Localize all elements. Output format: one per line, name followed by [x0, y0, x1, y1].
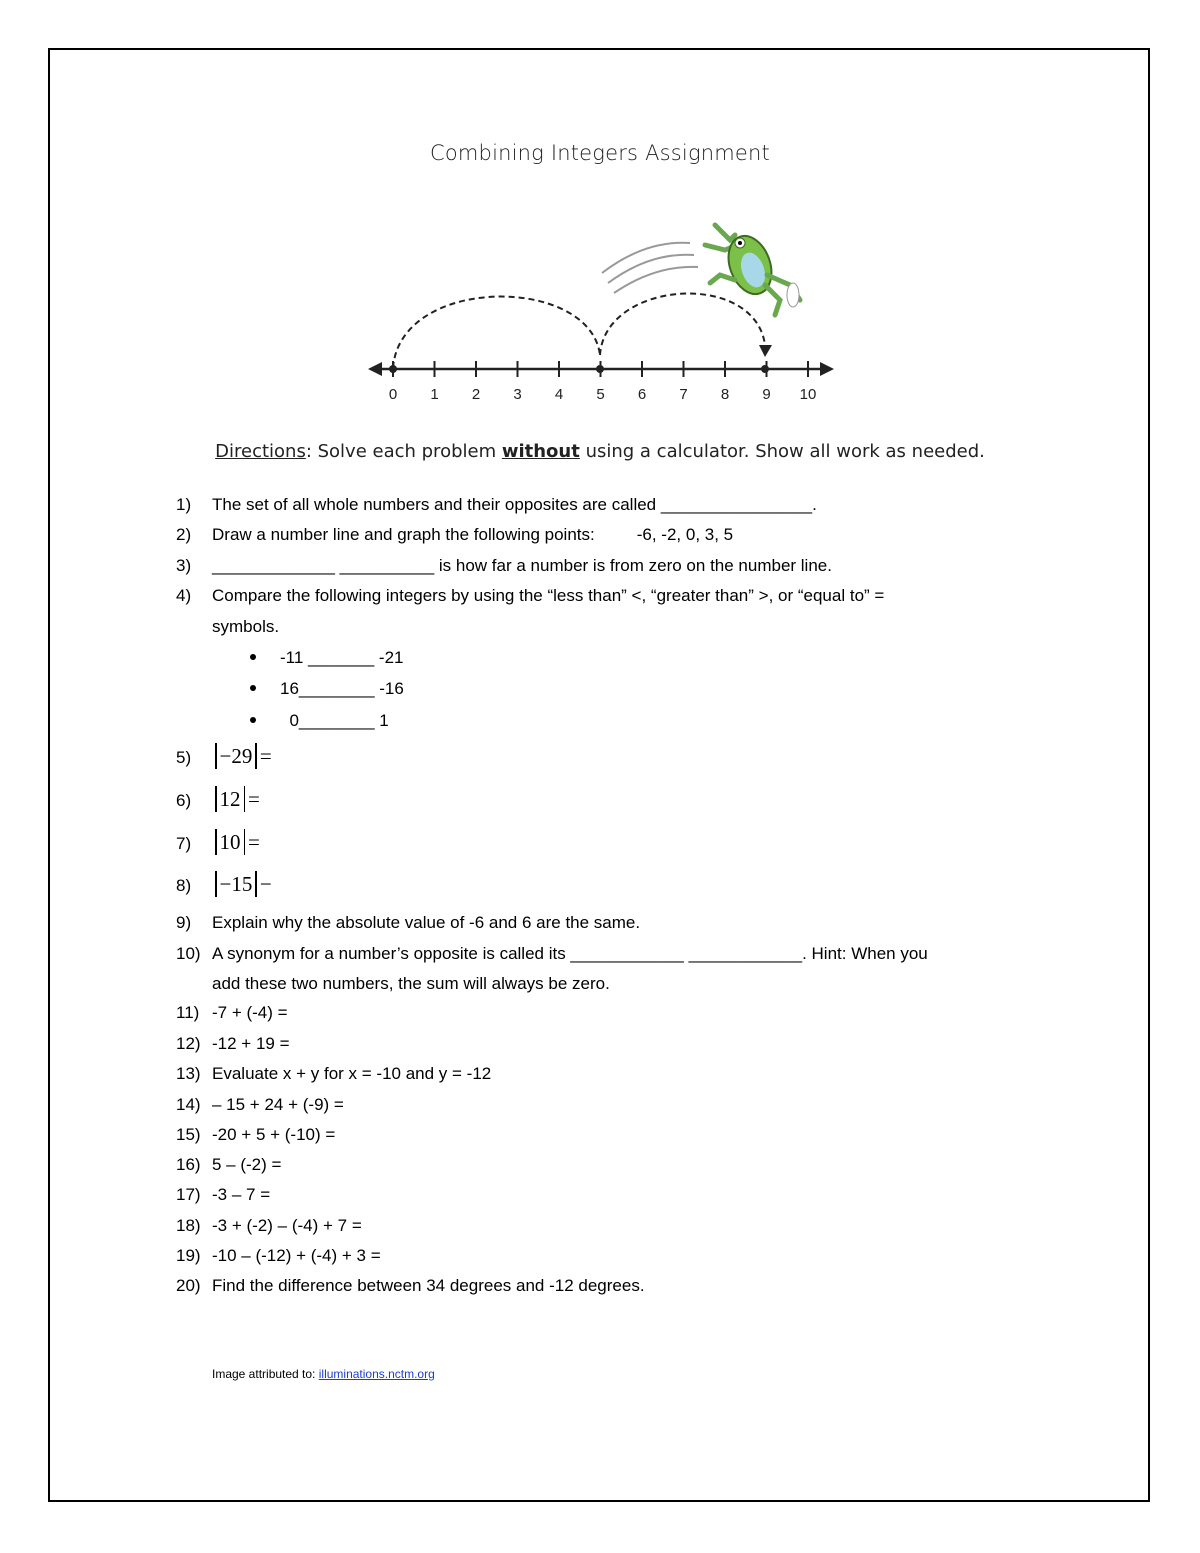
frog-image — [705, 225, 800, 315]
tick-labels — [389, 386, 817, 403]
problem-20: 20) Find the difference between 34 degrees and -12 degrees. — [176, 1276, 645, 1295]
number-line-figure — [360, 205, 840, 405]
motion-lines — [602, 243, 698, 293]
problem-10: 10) A synonym for a number’s opposite is called its ____________ ____________. Hint: When you — [176, 944, 928, 963]
problem-18: 18) -3 + (-2) – (-4) + 7 = — [176, 1216, 362, 1235]
compare-item: 16________ -16 — [250, 679, 404, 699]
problem-16: 16) 5 – (-2) = — [176, 1155, 282, 1174]
tick-label-0: 0 — [388, 386, 398, 403]
point-9 — [761, 365, 769, 373]
problem-4-cont: symbols. — [212, 617, 280, 636]
problem-6: 6) 12 = — [176, 786, 260, 811]
right-arrow — [820, 362, 834, 376]
problem-8: 8) −15 − — [176, 871, 272, 896]
problem-12: 12) -12 + 19 = — [176, 1034, 290, 1053]
problem-1: 1) The set of all whole numbers and their opposites are called ________________. — [176, 495, 817, 514]
tick-label-7: 7 — [679, 386, 688, 403]
problem-19: 19) -10 – (-12) + (-4) + 3 = — [176, 1246, 381, 1265]
directions — [0, 441, 1200, 462]
tick-label-2: 2 — [471, 386, 481, 403]
problem-15: 15) -20 + 5 + (-10) = — [176, 1125, 336, 1144]
point-0 — [389, 365, 397, 373]
directions-label: Directions — [215, 441, 306, 462]
page-title: Combining Integers Assignment — [429, 141, 770, 165]
compare-item: 0________ 1 — [250, 711, 389, 731]
problem-14: 14) – 15 + 24 + (-9) = — [176, 1095, 344, 1114]
point-5 — [596, 365, 604, 373]
hop-arrowhead — [759, 345, 772, 357]
problem-7: 7) 10 = — [176, 829, 260, 854]
problem-2: 2) Draw a number line and graph the following points: -6, -2, 0, 3, 5 — [176, 525, 734, 544]
problem-13: 13) Evaluate x + y for x = -10 and y = -12 — [176, 1064, 492, 1083]
problem-5: 5) −29 = — [176, 743, 272, 768]
tick-label-8: 8 — [720, 386, 730, 403]
hop-arcs — [393, 294, 765, 368]
image-attribution: Image attributed to: illuminations.nctm.org — [212, 1367, 435, 1381]
tick-label-6: 6 — [637, 386, 647, 403]
directions-after: using a calculator. Show all work as needed. — [579, 441, 985, 462]
points-list: -6, -2, 0, 3, 5 — [636, 525, 734, 544]
tick-label-4: 4 — [554, 386, 564, 403]
directions-before: : Solve each problem — [305, 441, 502, 462]
problem-3: 3) _____________ __________ is how far a number is from zero on the number line. — [176, 556, 832, 575]
directions-emphasis: without — [501, 441, 580, 462]
problem-17: 17) -3 – 7 = — [176, 1185, 271, 1204]
tick-label-3: 3 — [513, 386, 522, 403]
problem-9: 9) Explain why the absolute value of -6 and 6 are the same. — [176, 913, 641, 932]
left-arrow — [368, 362, 382, 376]
problem-10-cont: add these two numbers, the sum will always be zero. — [212, 974, 610, 993]
tick-label-9: 9 — [762, 386, 771, 403]
attribution-link[interactable]: illuminations.nctm.org — [318, 1367, 435, 1381]
compare-item: -11 _______ -21 — [250, 648, 404, 668]
problem-11: 11) -7 + (-4) = — [176, 1003, 288, 1022]
tick-label-5: 5 — [596, 386, 605, 403]
tick-label-1: 1 — [430, 386, 439, 403]
problem-4: 4) Compare the following integers by using the “less than” <, “greater than” >, or “equal to” = — [176, 586, 885, 605]
tick-label-10: 10 — [799, 386, 817, 403]
